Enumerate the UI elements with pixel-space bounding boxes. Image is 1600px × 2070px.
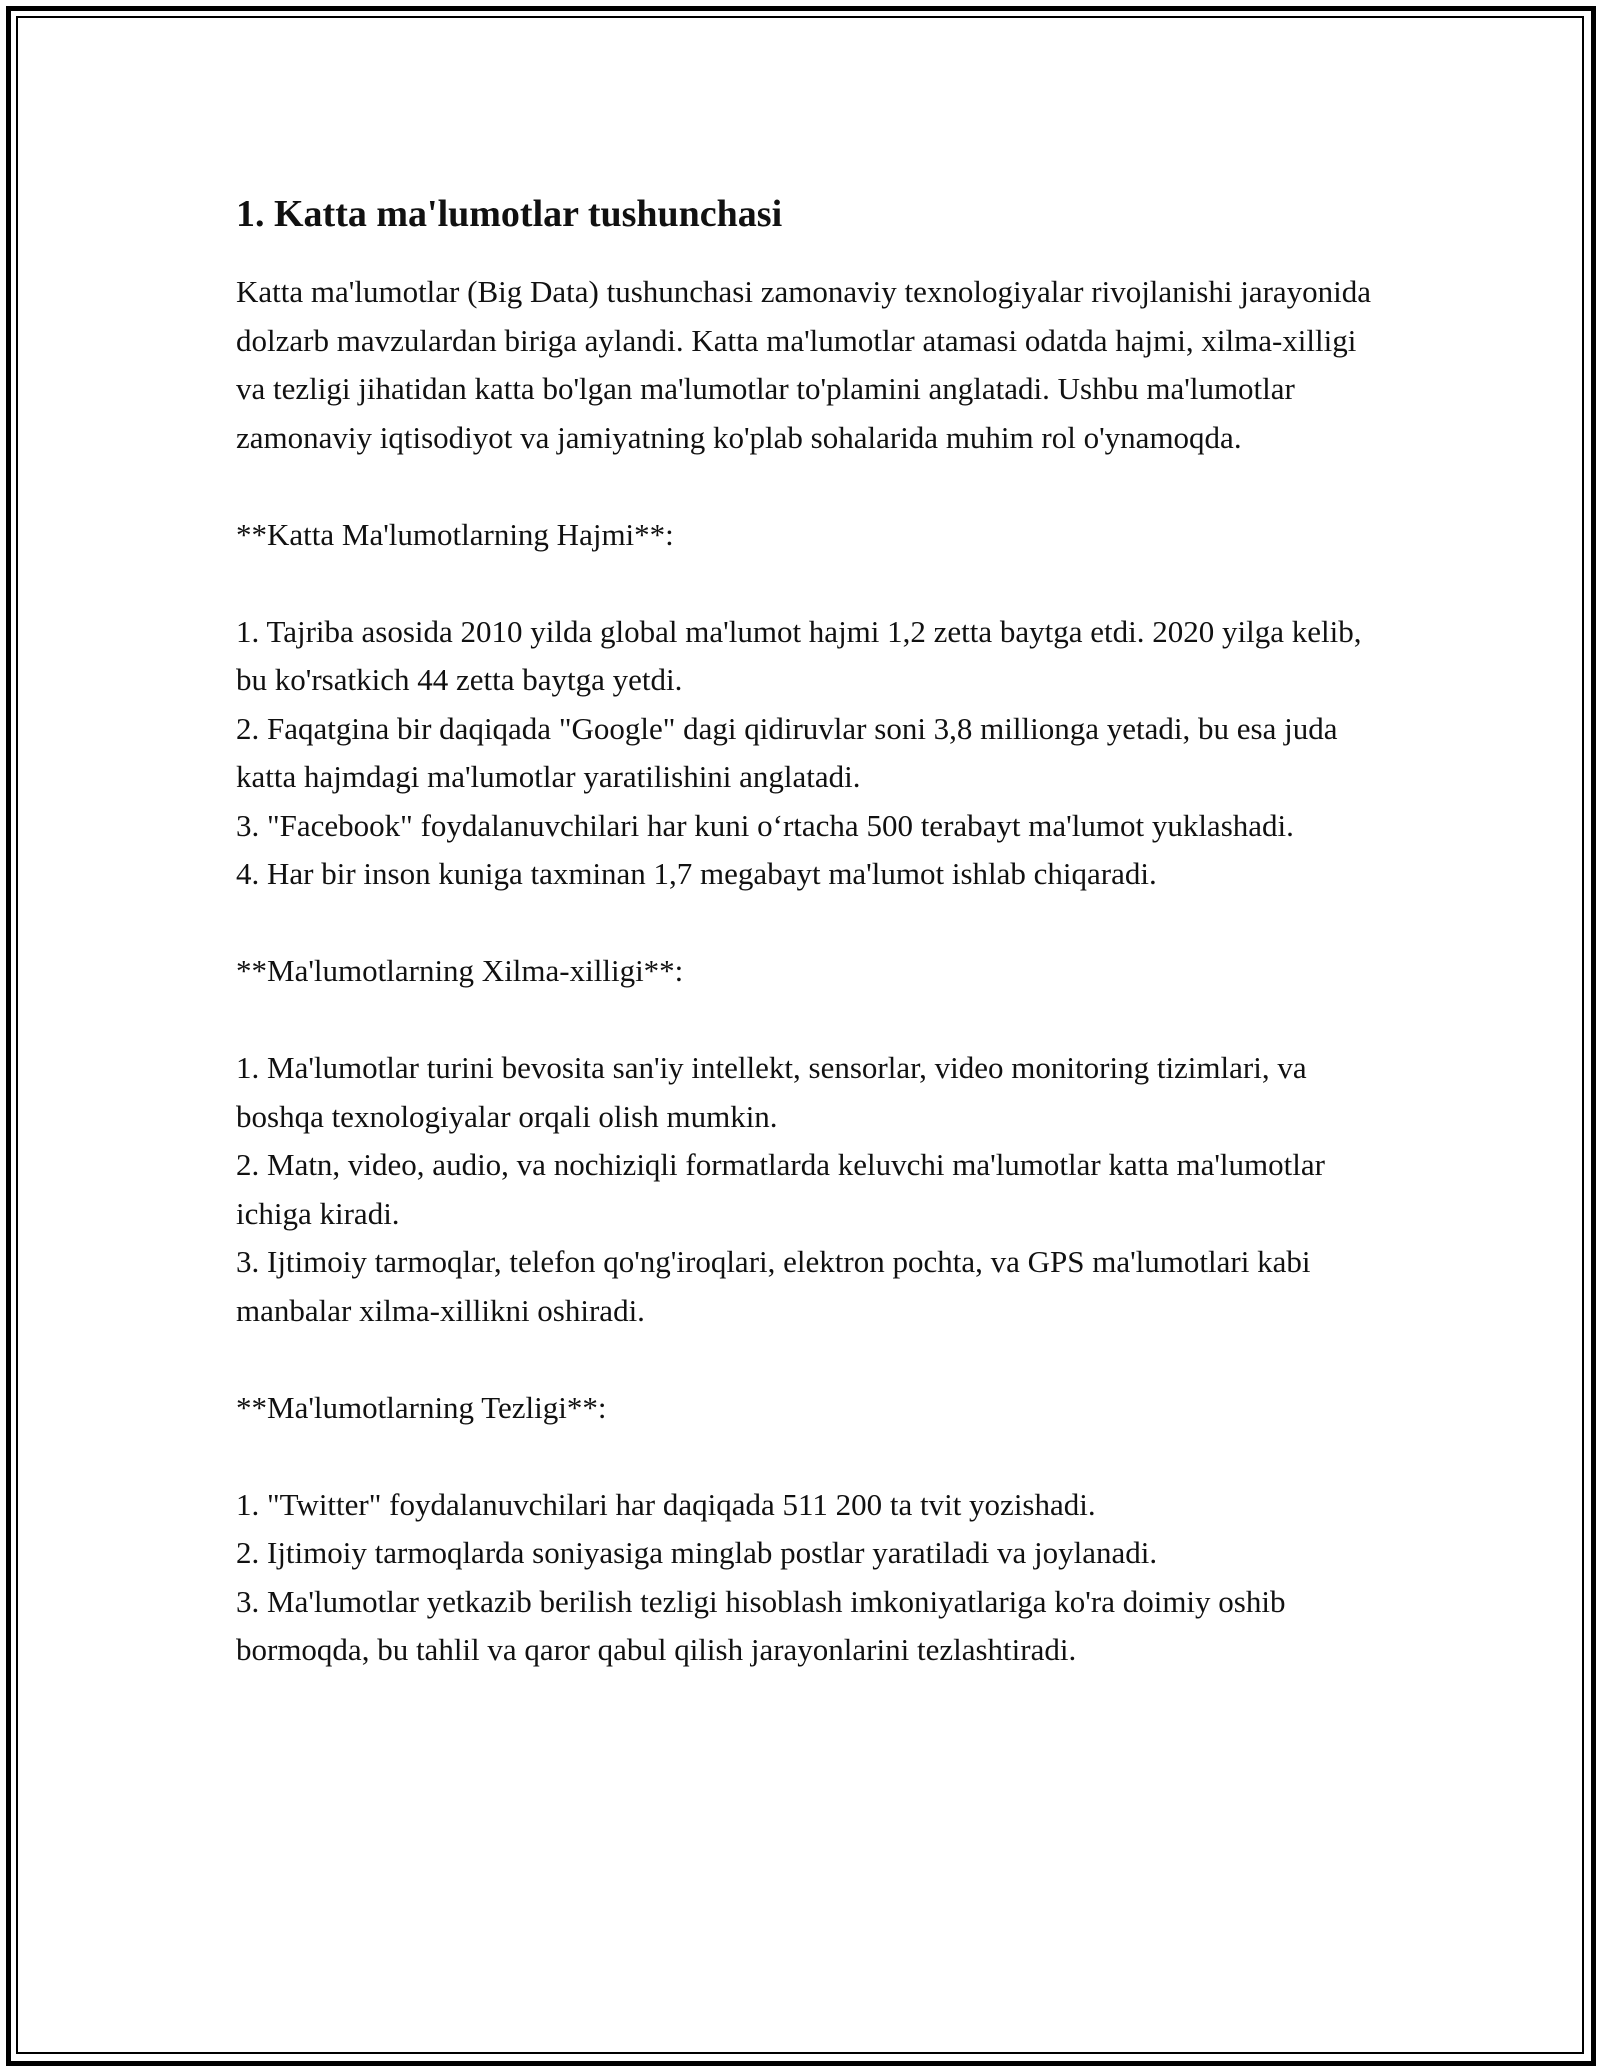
list-item: 2. Matn, video, audio, va nochiziqli formatlarda keluvchi ma'lumotlar katta ma'lumotlar ichiga kiradi.	[236, 1147, 1325, 1231]
list-item: 3. "Facebook" foydalanuvchilari har kuni o‘rtacha 500 terabayt ma'lumot yuklashadi.	[236, 807, 1294, 843]
section-heading: **Ma'lumotlarning Tezligi**:	[236, 1389, 607, 1425]
volume-list	[236, 608, 1386, 899]
section-heading: **Katta Ma'lumotlarning Hajmi**:	[236, 516, 674, 552]
list-item: 1. Tajriba asosida 2010 yilda global ma'lumot hajmi 1,2 zetta baytga etdi. 2020 yilga kelib, bu ko'rsatkich 44 zetta baytga yetdi.	[236, 613, 1362, 697]
intro-paragraph: Katta ma'lumotlar (Big Data) tushunchasi zamonaviy texnologiyalar rivojlanishi jarayonida dolzarb mavzulardan biriga aylandi. Katta ma'lumotlar atamasi odatda hajmi, xilma-xilligi va tezligi jihatidan katta bo'lgan ma'lumotlar to'plamini anglatadi. Ushbu ma'lumotlar zamonaviy iqtisodiyot va jamiyatning ko'plab sohalarida muhim rol o'ynamoqda.	[236, 274, 1372, 455]
section-velocity	[236, 1384, 1386, 1675]
list-item: 2. Ijtimoiy tarmoqlarda soniyasiga minglab postlar yaratiladi va joylanadi.	[236, 1535, 1158, 1570]
document-body	[236, 180, 1386, 1675]
list-item: 1. Ma'lumotlar turini bevosita san'iy intellekt, sensorlar, video monitoring tizimlari, va boshqa texnologiyalar orqali olish mumkin.	[236, 1050, 1307, 1134]
list-item: 1. "Twitter" foydalanuvchilari har daqiqada 511 200 ta tvit yozishadi.	[236, 1486, 1096, 1522]
section-variety	[236, 947, 1386, 1335]
section-volume	[236, 511, 1386, 899]
list-item: 3. Ijtimoiy tarmoqlar, telefon qo'ng'iroqlari, elektron pochta, va GPS ma'lumotlari kabi manbalar xilma-xillikni oshiradi.	[236, 1244, 1311, 1328]
list-item: 2. Faqatgina bir daqiqada "Google" dagi qidiruvlar soni 3,8 millionga yetadi, bu esa juda katta hajmdagi ma'lumotlar yaratilishini anglatadi.	[236, 710, 1338, 794]
section-heading: **Ma'lumotlarning Xilma-xilligi**:	[236, 953, 684, 988]
variety-list	[236, 1044, 1386, 1335]
velocity-list	[236, 1481, 1386, 1675]
list-item: 3. Ma'lumotlar yetkazib berilish tezligi hisoblash imkoniyatlariga ko'ra doimiy oshib bormoqda, bu tahlil va qaror qabul qilish jarayonlarini tezlashtiradi.	[236, 1583, 1286, 1667]
document-title: 1. Katta ma'lumotlar tushunchasi	[236, 193, 783, 235]
list-item: 4. Har bir inson kuniga taxminan 1,7 megabayt ma'lumot ishlab chiqaradi.	[236, 856, 1157, 891]
